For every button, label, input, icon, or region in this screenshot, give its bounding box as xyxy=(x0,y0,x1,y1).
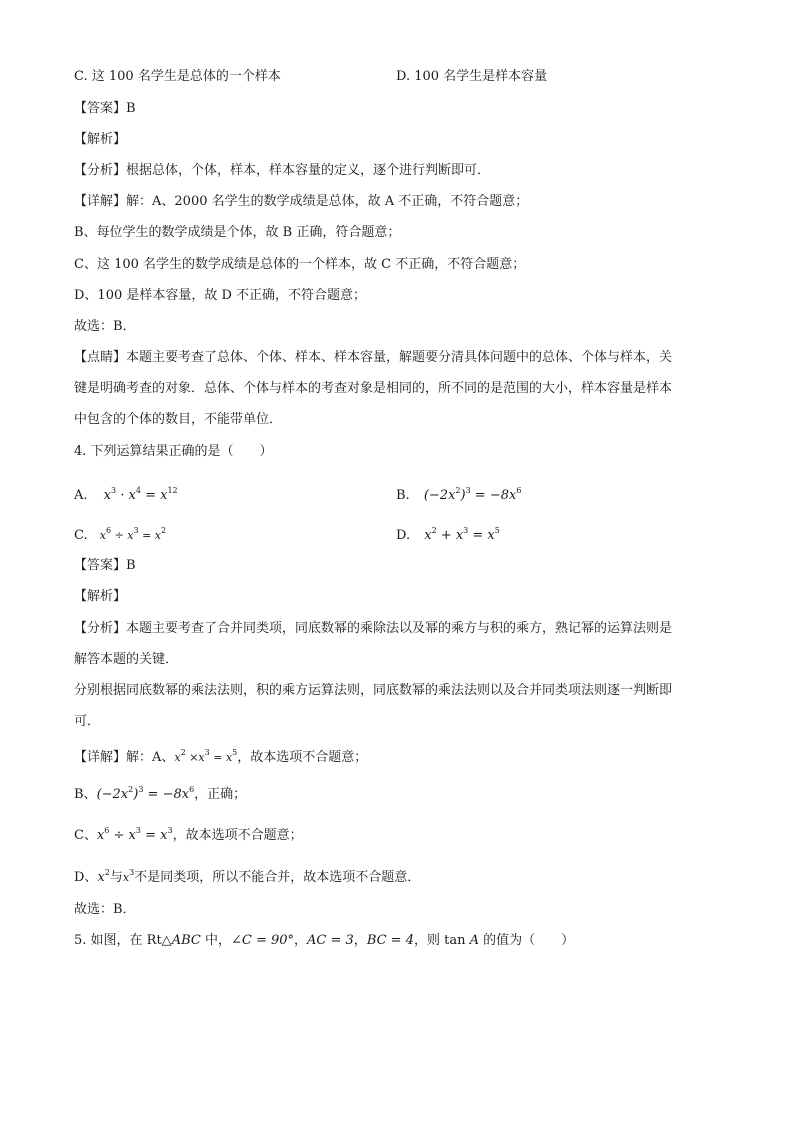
q4-option-b xyxy=(396,482,521,505)
detail-a: 解：A、2000 名学生的数学成绩是总体，故 A 不正确，不符合题意； xyxy=(126,194,529,209)
q4-detail-c-suffix: ，故本选项不合题意； xyxy=(172,828,303,843)
q4-b-label: B. xyxy=(396,488,410,503)
q4-b-formula: $(-2x^2)^3 = -8x^6$ xyxy=(423,486,522,503)
q4-c-label: C. xyxy=(74,528,88,543)
q4-fenxi-line-1 xyxy=(74,620,734,638)
fenxi-label: 【分析】 xyxy=(74,163,127,178)
option-c: C. 这 100 名学生是总体的一个样本 xyxy=(74,69,281,84)
q4-d-label: D. xyxy=(396,528,411,543)
q4-fenxi-text-1: 本题主要考查了合并同类项，同底数幂的乘除法以及幂的乘方与积的乘方，熟记幂的运算法则是 xyxy=(126,621,673,636)
q4-answer-line xyxy=(74,557,734,575)
q5-stem xyxy=(74,932,734,950)
answer-line xyxy=(74,100,734,118)
fenxi-text: 根据总体，个体，样本，样本容量的定义，逐个进行判断即可． xyxy=(126,163,491,178)
comment-line-2: 键是明确考查的对象．总体、个体与样本的考查对象是相同的，所不同的是范围的大小，样本容量是样本 xyxy=(74,381,673,396)
q5-stem-mid1: 中， xyxy=(200,933,231,948)
q4-detail-b-formula: $(-2x^2)^3 = -8x^6$ xyxy=(96,785,195,802)
q5-angle-c: ∠C = 90° xyxy=(230,933,295,948)
answer-value: B xyxy=(126,101,136,116)
analysis-label: 【解析】 xyxy=(74,132,127,147)
q4-detail-label: 【详解】 xyxy=(74,750,127,765)
q5-sep-1: ， xyxy=(294,933,308,948)
q4-fenxi-line-4: 可． xyxy=(74,714,101,729)
q5-tan-a: A xyxy=(469,933,479,948)
q4-detail-a xyxy=(74,744,734,767)
q4-detail-d-formula-2: $x^3$ xyxy=(122,868,135,884)
q5-stem-end: ，则 tan xyxy=(413,933,470,948)
q4-detail-c-prefix: C、 xyxy=(74,828,97,843)
q4-detail-c-formula: $x^6 \div x^3 = x^3$ xyxy=(96,826,173,843)
q4-detail-a-prefix: 解：A、 xyxy=(126,750,175,765)
q5-stem-tail: 的值为（ ） xyxy=(479,933,575,948)
q4-detail-b-suffix: ，正确； xyxy=(194,787,247,802)
q4-detail-d-suffix: 不是同类项，所以不能合并，故本选项不合题意． xyxy=(134,870,421,885)
detail-c: C、这 100 名学生的数学成绩是总体的一个样本，故 C 不正确，不符合题意； xyxy=(74,257,526,272)
option-d: D. 100 名学生是样本容量 xyxy=(396,69,548,84)
q4-detail-d xyxy=(74,864,734,887)
detail-d: D、100 是样本容量，故 D 不正确，不符合题意； xyxy=(74,288,367,303)
q4-answer-value: B xyxy=(126,558,136,573)
q4-answer-label: 【答案】 xyxy=(74,558,127,573)
q4-detail-a-suffix: ，故本选项不合题意； xyxy=(237,750,368,765)
comment-line-3: 中包含的个体的数目，不能带单位． xyxy=(74,412,283,427)
q4-detail-b xyxy=(74,781,734,804)
q4-analysis-label: 【解析】 xyxy=(74,589,127,604)
q4-choose-line: 故选：B． xyxy=(74,902,136,917)
q5-sep-2: ， xyxy=(353,933,367,948)
q5-stem-prefix: 5. 如图，在 Rt△ xyxy=(74,933,172,948)
q4-a-formula: $x^3 \cdot x^4 = x^{12}$ xyxy=(103,486,178,503)
q4-fenxi-line-3: 分别根据同底数幂的乘法法则，积的乘方运算法则，同底数幂的乘法法则以及合并同类项法则逐一判断即 xyxy=(74,683,673,698)
q4-detail-c xyxy=(74,822,734,845)
q4-detail-d-mid: 与 xyxy=(109,870,123,885)
q5-ac: AC = 3 xyxy=(307,933,354,948)
q4-c-formula: $x^6 \div x^3 = x^2$ xyxy=(99,526,167,542)
fenxi-line xyxy=(74,162,734,180)
q4-d-formula: $x^2 + x^3 = x^5$ xyxy=(424,526,500,543)
q5-bc: BC = 4 xyxy=(366,933,414,948)
comment-label: 【点睛】 xyxy=(74,350,127,365)
detail-label: 【详解】 xyxy=(74,194,127,209)
q4-detail-d-prefix: D、 xyxy=(74,870,98,885)
choose-line: 故选：B． xyxy=(74,319,136,334)
q4-fenxi-label: 【分析】 xyxy=(74,621,127,636)
q4-detail-b-prefix: B、 xyxy=(74,787,97,802)
q4-a-label: A. xyxy=(74,488,88,503)
detail-b: B、每位学生的数学成绩是个体，故 B 正确，符合题意； xyxy=(74,225,401,240)
q4-stem: 4. 下列运算结果正确的是（ ） xyxy=(74,444,273,459)
detail-line xyxy=(74,193,734,211)
q4-fenxi-line-2: 解答本题的关键． xyxy=(74,652,179,667)
q4-detail-a-formula: $x^2 \times x^3 = x^5$ xyxy=(174,748,238,764)
answer-label: 【答案】 xyxy=(74,101,127,116)
q4-detail-d-formula-1: $x^2$ xyxy=(97,868,110,885)
comment-line-1 xyxy=(74,349,734,367)
comment-text-1: 本题主要考查了总体、个体、样本、样本容量，解题要分清具体问题中的总体、个体与样本，关 xyxy=(126,350,673,365)
q4-option-d xyxy=(396,522,500,545)
q5-triangle: ABC xyxy=(171,933,201,948)
